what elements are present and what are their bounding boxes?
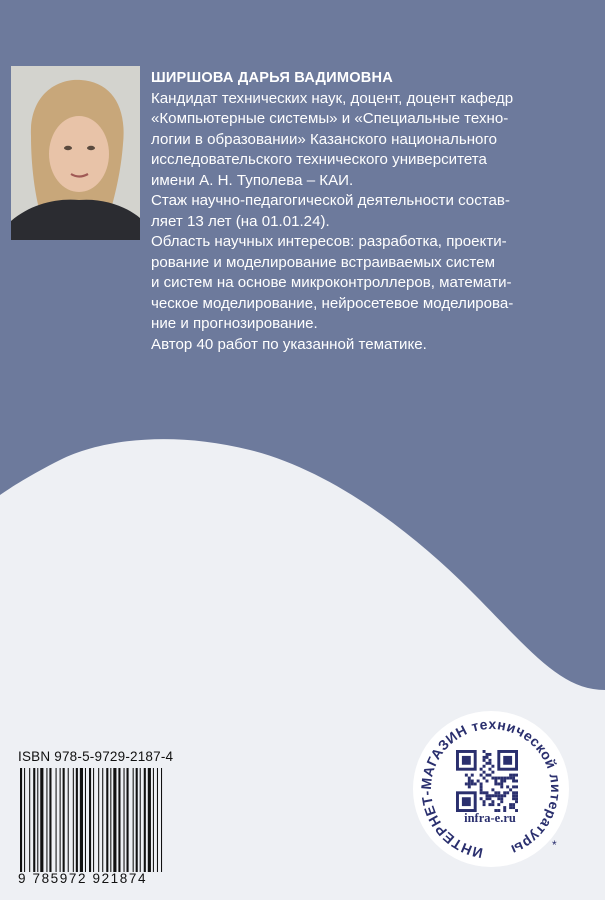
bio-paragraph-interests: Область научных интересов: разработка, проекти- рование и моделирование встраиваемых систем и систем на основе микроконтроллеров, математи- ческое моделирование, нейросетевое моделирова- ние и прогнозирование. xyxy=(151,233,514,332)
bio-paragraph-experience: Стаж научно-педагогической деятельности состав- ляет 13 лет (на 01.01.24). xyxy=(151,192,510,230)
shop-ring-text: ИНТЕРНЕТ-МАГАЗИН технической литературы xyxy=(417,715,565,862)
star-icon: * xyxy=(552,838,557,852)
qr-code xyxy=(456,750,518,812)
bio-paragraph-publications: Автор 40 работ по указанной тематике. xyxy=(151,335,427,353)
author-name: ШИРШОВА ДАРЬЯ ВАДИМОВНА xyxy=(151,70,393,86)
author-photo xyxy=(11,66,140,240)
barcode xyxy=(18,768,224,872)
isbn-label: ISBN 978-5-9729-2187-4 xyxy=(18,749,174,764)
barcode-digits: 9 785972 921874 xyxy=(18,871,148,886)
author-bio xyxy=(151,68,591,355)
shop-site: infra-e.ru xyxy=(464,811,516,825)
portrait-image xyxy=(11,66,140,240)
bio-paragraph-position: Кандидат технических наук, доцент, доцент кафедр «Компьютерные системы» и «Специальные техно- логии в образовании» Казанского национального исследовательского технического университета имени А. Н. Туполева – КАИ. xyxy=(151,89,514,189)
